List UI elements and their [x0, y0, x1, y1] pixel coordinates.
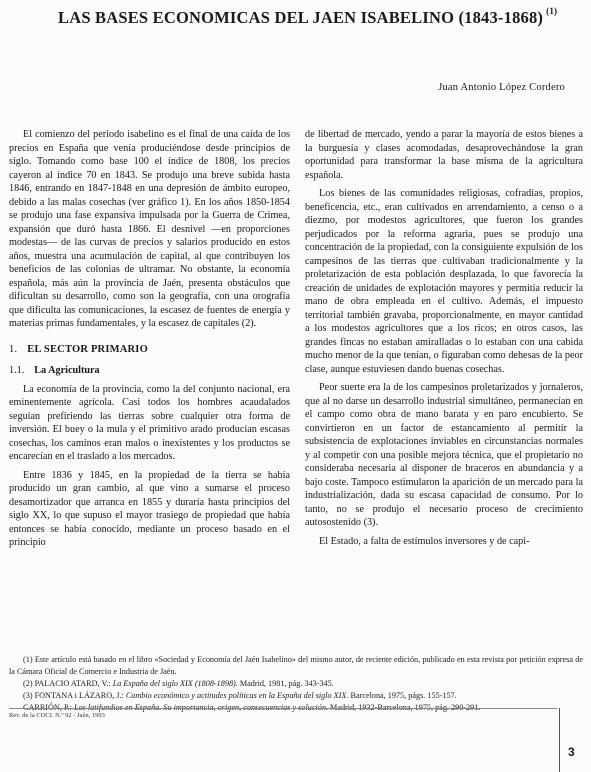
journal-reference: Rev. de la COCI. N.º 92 - Jaén, 1993 [9, 712, 105, 719]
author-name: Juan Antonio López Cordero [438, 82, 565, 93]
right-column [305, 128, 583, 553]
left-column [9, 128, 290, 555]
paragraph: Entre 1836 y 1845, en la propiedad de la tierra se había producido un gran cambio, al que vino a sumarse el proceso desamortizador que arranca en 1855 y duraría hasta principios del siglo XX, lo que supuso el mayor trasiego de propiedad que había entonces se había conocido, mediante un proceso basado en el principio [9, 469, 290, 548]
paragraph: La economía de la provincia, como la del conjunto nacional, era eminentemente agrícola. Casi todos los hombres acaudalados seguían prefiriendo las tierras sobre cualquier otra forma de inversión. El buey o la mula y el primitivo arado producían escasas cosechas, los caminos eran malos o inexistentes y los productos se encarecían en el traslado a los mercados. [9, 383, 290, 462]
footnote-3-title: Cambio económico y actitudes políticas en la España del siglo XIX. [125, 691, 349, 700]
footnote-3-author: (3) FONTANA i LÁZARO, J.: [23, 691, 126, 700]
page-number: 3 [568, 745, 575, 759]
subsection-heading [9, 364, 290, 378]
paragraph: Los bienes de las comunidades religiosas, cofradías, propios, beneficencia, etc., eran cultivados en arrendamiento, a censo o a diezmo, por modestos agricultores, que fueron los grandes perjudicados por la reforma agraria, pues se produjo una concentración de la propiedad, con la consiguiente expulsión de los campesinos de las tierras que cultivaban tradicionalmente y la proletarización de esta población desplazada, lo que favorecía la creación de unidades de explotación mayores y permitía reducir la mano de obra empleada en el cultivo. Además, el impuesto territorial también gravaba, proporcionalmente, en mayor cantidad a los modestos agricultores que a los ricos; en otros casos, las grandes fincas no estaban amiralladas o lo estaban con una cabida mucho menor de la que tenían, o figuraban como dehesas de la peor clase, aunque estuviesen dando buenas cosechas. [305, 188, 583, 375]
paragraph: El comienzo del periodo isabelino es el final de una caída de los precios en España que venía produciéndose desde principios de siglo. Tomando como base 100 el índice de 1808, los precios cayeron al índice 70 en 1843. Se produjo una breve subida hasta 1846, entrando en 1847-1848 en una depresión de ámbito europeo, debido a las malas cosechas (ver gráfico 1). En los años 1850-1854 se produjo una fase expansiva impulsada por la Guerra de Crimea, expansión que duró hasta 1866. El desnivel —en proporciones modestas— de las curvas de precios y salarios producido en estos años, muestra una acumulación de capital, al que contribuyen los beneficios de las colonias de ultramar. No obstante, la economía española, más aún la provincia de Jaén, presenta obstáculos que dificultan su desarrollo, como son la geografía, con una orografía que dificulta las comunicaciones, la escasez de fuentes de energía y materias primas fundamentales, y la escasez de capitales (2). [9, 129, 290, 329]
footer-rule [9, 708, 557, 709]
footnote-2-author: (2) PALACIO ATARD, V.: [23, 679, 113, 688]
footnote-4-author: CARRIÓN, P.: [23, 703, 74, 712]
section-heading [9, 343, 290, 357]
section-number: 1. [9, 343, 18, 355]
footnote-3-details: Barcelona, 1975, págs. 155-157. [348, 691, 457, 700]
footnote-2-details: Madrid, 1981, pág. 343-345. [237, 679, 334, 688]
page-number-divider [559, 708, 560, 772]
title-text: LAS BASES ECONOMICAS DEL JAEN ISABELINO (1843-1868) [58, 8, 544, 27]
subsection-title: La Agricultura [34, 365, 100, 376]
footnotes [9, 654, 583, 714]
section-title: EL SECTOR PRIMARIO [27, 343, 148, 355]
footnote-2 [9, 678, 583, 690]
footnote-2-title: La España del siglo XIX (1808-1898). [112, 679, 238, 688]
paragraph: El Estado, a falta de estímulos inversores y de capi- [319, 535, 530, 547]
footnote-4-details: Madrid, 1932-Barcelona, 1975, pág. 290-291. [328, 703, 481, 712]
subsection-number: 1.1. [9, 365, 25, 376]
paragraph-continuation: de libertad de mercado, yendo a parar la mayoría de estos bienes a la burguesía y clases acomodadas, desaprovechándose la gran oportunidad para transformar la base misma de la agricultura española. [305, 129, 583, 181]
page-title [58, 8, 578, 28]
footnote-4-title: Los latifundios en España. Su importancia, origen, consecuencias y solución. [73, 703, 328, 712]
paragraph: Peor suerte era la de los campesinos proletarizados y jornaleros, que al no darse un desarrollo industrial simultáneo, permanecían en el campo como obra de mano barata y en paro encubierto. Se convirtieron en un factor de estancamiento al permitir la subsistencia de explotaciones inviables en circunstancias normales y al competir con una posible mejora técnica, que el propietario no consideraba necesaria al disponer de braceros en abundancia y a bajo coste. Tampoco estimularon la aparición de un mercado para la industrialización, dada su escasa capacidad de consumo. Por lo tanto, no se produjo el necesario proceso de crecimiento autosostenido (3). [305, 382, 583, 528]
title-footnote-ref: (1) [546, 6, 558, 16]
footnote-3 [9, 690, 583, 702]
footnote-1: (1) Este artículo está basado en el libro «Sociedad y Economía del Jaén Isabelino» del mismo autor, de reciente edición, publicado en esta revista por petición expresa de la Cámara Oficial de Comercio e Industria de Jaén. [9, 655, 583, 676]
